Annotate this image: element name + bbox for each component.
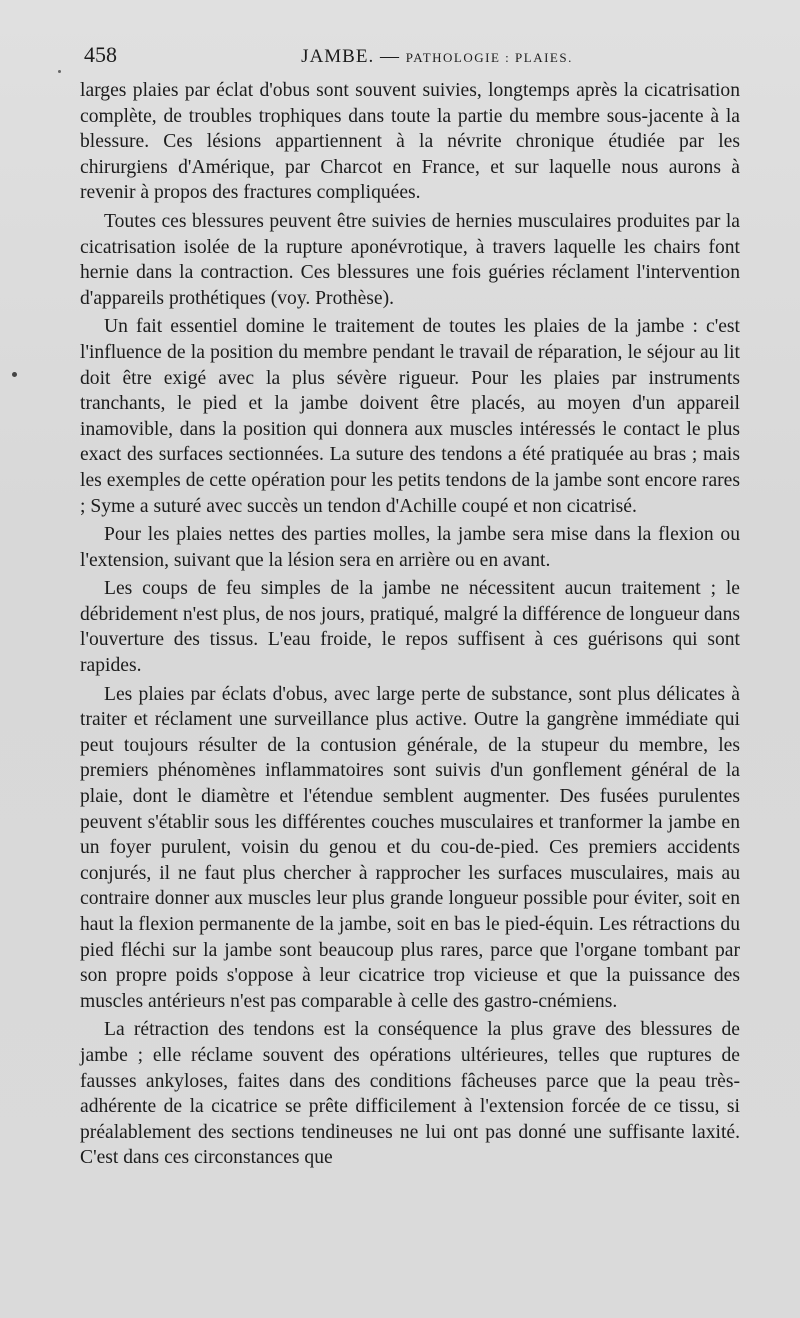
running-separator: — (379, 46, 400, 67)
paragraph: Toutes ces blessures peuvent être suivies de hernies musculaires produites par la cicatrisation isolée de la rupture aponévrotique, à travers laquelle les chairs font hernie dans la contraction. Ces blessures une fois guéries réclament l'intervention d'appareils prothétiques (voy. Prothèse). (80, 210, 740, 309)
running-head (174, 46, 740, 68)
page-number: 458 (84, 42, 117, 67)
paragraph: La rétraction des tendons est la conséquence la plus grave des blessures de jambe ; elle réclame souvent des opérations ultérieures, telles que ruptures de fausses ankyloses, faites dans des conditions fâcheuses parce que la peau très-adhérente de la cicatrice se prête difficilement à l'extension forcée de ce tissu, si préalablement des sections tendineuses ne lui ont pas donné une suffisante laxité. C'est dans ces circonstances que (80, 1019, 740, 1169)
paragraph: larges plaies par éclat d'obus sont souvent suivies, longtemps après la cicatrisation complète, de troubles trophiques dans toute la partie du membre sous-jacente à la blessure. Ces lésions appartiennent à la névrite chronique étudiée par les chirurgiens d'Amérique, par Charcot en France, et sur laquelle nous aurons à revenir à propos des fractures compliquées. (80, 80, 740, 204)
paragraph: Un fait essentiel domine le traitement de toutes les plaies de la jambe : c'est l'influence de la position du membre pendant le travail de réparation, le séjour au lit doit être exigé avec la plus sévère rigueur. Pour les plaies par instruments tranchants, le pied et la jambe doivent être placés, au moyen d'un appareil inamovible, dans la position qui donnera aux muscles intéressés le contact le plus exact des surfaces sectionnées. La suture des tendons a été pratiquée au bras ; mais les exemples de cette opération pour les petits tendons de la jambe sont encore rares ; Syme a suturé avec succès un tendon d'Achille coupé et non cicatrisé. (80, 316, 740, 517)
body-text (80, 78, 740, 1174)
running-title: JAMBE. (301, 46, 375, 67)
paragraph: Pour les plaies nettes des parties molles, la jambe sera mise dans la flexion ou l'extension, suivant que la lésion sera en arrière ou en avant. (80, 524, 740, 571)
paragraph: Les coups de feu simples de la jambe ne nécessitent aucun traitement ; le débridement n'est plus, de nos jours, pratiqué, malgré la différence de longueur dans l'ouverture des tissus. L'eau froide, le repos suffisent à ces guérisons qui sont rapides. (80, 578, 740, 677)
paragraph: Les plaies par éclats d'obus, avec large perte de substance, sont plus délicates à traiter et réclament une surveillance plus active. Outre la gangrène immédiate qui peut toujours résulter de la contusion générale, de la stupeur du membre, les premiers phénomènes inflammatoires sont suivis d'un gonflement général de la plaie, dont le diamètre et l'étendue semblent augmenter. Des fusées purulentes peuvent s'établir sous les différentes couches musculaires et tranformer la jambe en un foyer purulent, voisin du genou et du cou-de-pied. Ces premiers accidents conjurés, il ne faut plus chercher à rapprocher les surfaces musculaires, mais au contraire donner aux muscles leur plus grande longueur possible pour éviter, soit en haut la flexion permanente de la jambe, soit en bas le pied-équin. Les rétractions du pied fléchi sur la jambe sont beaucoup plus rares, parce que l'organe tombant par son propre poids s'oppose à leur cicatrice trop vicieuse et que la puissance des muscles antérieurs n'est pas comparable à celle des gastro-cnémiens. (80, 683, 740, 1012)
running-subtitle: PATHOLOGIE : PLAIES. (405, 50, 573, 65)
margin-dot (58, 70, 61, 73)
margin-dot (12, 372, 17, 377)
page-header (84, 42, 740, 72)
